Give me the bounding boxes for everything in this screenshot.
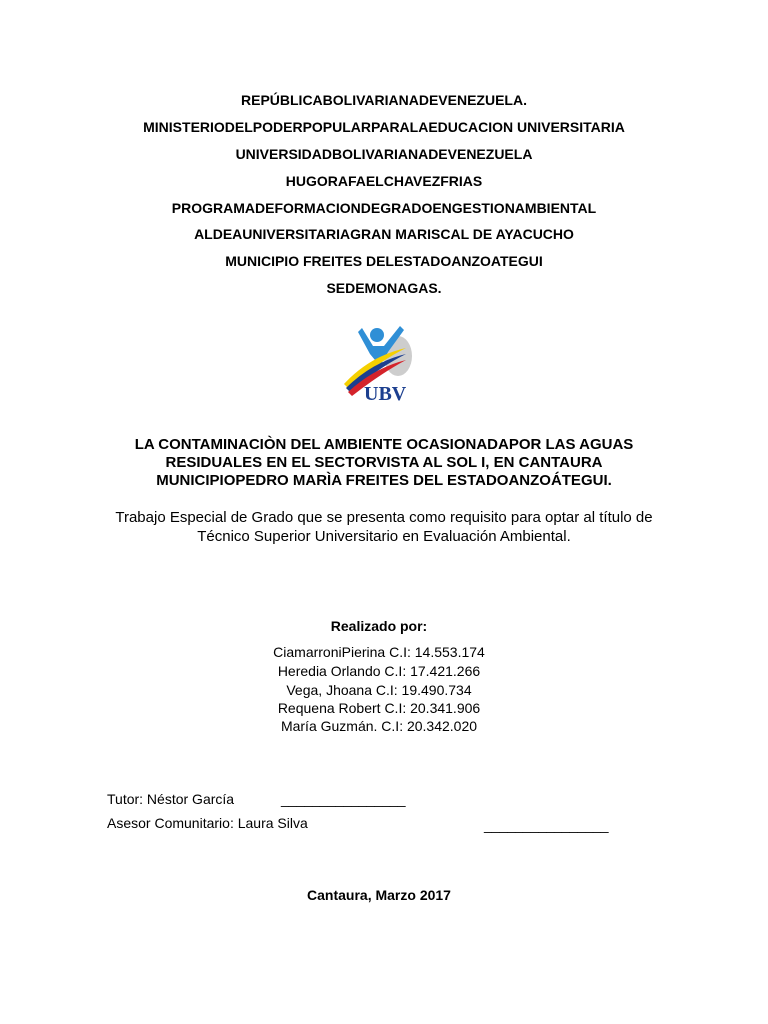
header-line-sede: SEDEMONAGAS. (326, 280, 442, 296)
author-item: Requena Robert C.I: 20.341.906 (277, 700, 481, 716)
asesor-signature-line: ________________ (484, 817, 609, 833)
subtitle-line-2: Técnico Superior Universitario en Evaluación Ambiental. (197, 528, 571, 545)
tutor-label: Tutor: Néstor García (107, 791, 235, 807)
ubv-logo-icon (340, 322, 422, 402)
title-line-1: LA CONTAMINACIÒN DEL AMBIENTE OCASIONADAPOR LAS AGUAS (134, 436, 634, 453)
header-line-republica: REPÚBLICABOLIVARIANADEVENEZUELA. (241, 92, 527, 108)
header-line-universidad: UNIVERSIDADBOLIVARIANADEVENEZUELA (235, 146, 533, 162)
ubv-logo-text: UBV (364, 383, 407, 402)
header-line-aldea: ALDEAUNIVERSITARIAGRAN MARISCAL DE AYACUCHO (194, 226, 574, 242)
author-item: María Guzmán. C.I: 20.342.020 (280, 718, 478, 734)
title-line-2: RESIDUALES EN EL SECTORVISTA AL SOL I, EN CANTAURA (165, 454, 603, 471)
author-item: Vega, Jhoana C.I: 19.490.734 (286, 682, 472, 698)
tutor-signature-line: ________________ (281, 791, 406, 807)
author-item: Heredia Orlando C.I: 17.421.266 (277, 663, 481, 679)
author-item: CiamarroniPierina C.I: 14.553.174 (273, 644, 485, 660)
header-line-ministerio: MINISTERIODELPODERPOPULARPARALAEDUCACION UNIVERSITARIA (143, 119, 625, 135)
place-date: Cantaura, Marzo 2017 (307, 887, 451, 903)
header-line-hugo: HUGORAFAELCHAVEZFRIAS (285, 173, 483, 189)
header-line-municipio: MUNICIPIO FREITES DELESTADOANZOATEGUI (225, 253, 543, 269)
title-line-3: MUNICIPIOPEDRO MARÌA FREITES DEL ESTADOANZOÁTEGUI. (156, 472, 612, 489)
asesor-label: Asesor Comunitario: Laura Silva (107, 815, 308, 831)
subtitle-line-1: Trabajo Especial de Grado que se presenta como requisito para optar al título de (115, 509, 653, 526)
header-line-programa: PROGRAMADEFORMACIONDEGRADOENGESTIONAMBIENTAL (171, 200, 597, 216)
authors-heading: Realizado por: (330, 618, 428, 634)
